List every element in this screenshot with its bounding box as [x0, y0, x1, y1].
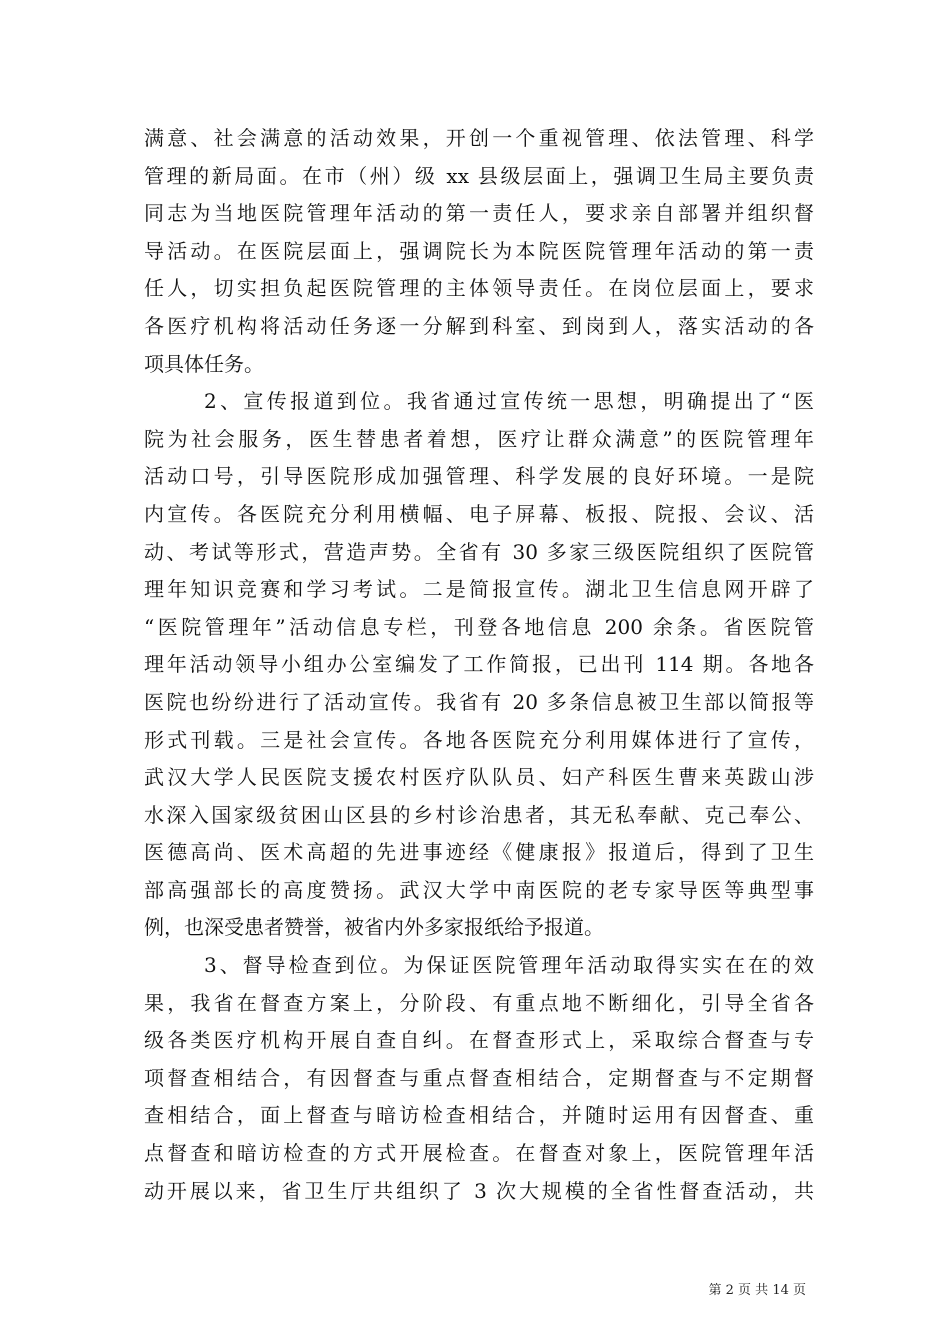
text-line: 同志为当地医院管理年活动的第一责任人，要求亲自部署并组织督: [144, 201, 814, 226]
body-text: [144, 120, 814, 1210]
text-line: 内宣传。各医院充分利用横幅、电子屏幕、板报、院报、会议、活: [144, 501, 814, 526]
text-line: 动、考试等形式，营造声势。全省有 30 多家三级医院组织了医院管: [144, 539, 814, 564]
text-line: 形式刊载。三是社会宣传。各地各医院充分利用媒体进行了宣传，: [144, 727, 814, 752]
text-line: 查相结合，面上督查与暗访检查相结合，并随时运用有因督查、重: [144, 1103, 814, 1128]
text-line: 果，我省在督查方案上，分阶段、有重点地不断细化，引导全省各: [144, 990, 814, 1015]
text-line: 各医疗机构将活动任务逐一分解到科室、到岗到人，落实活动的各: [144, 313, 814, 338]
text-line: 活动口号，引导医院形成加强管理、科学发展的良好环境。一是院: [144, 464, 814, 489]
text-line: 理年知识竞赛和学习考试。二是简报宣传。湖北卫生信息网开辟了: [144, 577, 814, 602]
text-line: 导活动。在医院层面上，强调院长为本院医院管理年活动的第一责: [144, 238, 814, 263]
text-line: 院为社会服务，医生替患者着想，医疗让群众满意”的医院管理年: [144, 426, 814, 451]
paragraph: [144, 947, 814, 1210]
text-line: 武汉大学人民医院支援农村医疗队队员、妇产科医生曹来英跋山涉: [144, 765, 814, 790]
text-line: 2、宣传报道到位。我省通过宣传统一思想，明确提出了“医: [204, 389, 814, 414]
text-line: 点督查和暗访检查的方式开展检查。在督查对象上，医院管理年活: [144, 1141, 814, 1166]
text-line: 部高强部长的高度赞扬。武汉大学中南医院的老专家导医等典型事: [144, 877, 814, 902]
text-line: 级各类医疗机构开展自查自纠。在督查形式上，采取综合督查与专: [144, 1028, 814, 1053]
text-line: 项具体任务。: [144, 351, 264, 376]
text-line: 水深入国家级贫困山区县的乡村诊治患者，其无私奉献、克己奉公、: [144, 802, 814, 827]
paragraph: [144, 120, 814, 383]
text-line: 动开展以来，省卫生厅共组织了 3 次大规模的全省性督查活动，共: [144, 1178, 814, 1203]
paragraph: [144, 383, 814, 947]
text-line: “医院管理年”活动信息专栏，刊登各地信息 200 余条。省医院管: [144, 614, 814, 639]
text-line: 医德高尚、医术高超的先进事迹经《健康报》报道后，得到了卫生: [144, 840, 814, 865]
text-line: 项督查相结合，有因督查与重点督查相结合，定期督查与不定期督: [144, 1065, 814, 1090]
text-line: 管理的新局面。在市（州）级 xx 县级层面上，强调卫生局主要负责: [144, 163, 814, 188]
text-line: 理年活动领导小组办公室编发了工作简报，已出刊 114 期。各地各: [144, 652, 814, 677]
page-number: 第 2 页 共 14 页: [708, 1283, 806, 1298]
text-line: 医院也纷纷进行了活动宣传。我省有 20 多条信息被卫生部以简报等: [144, 689, 814, 714]
text-line: 满意、社会满意的活动效果，开创一个重视管理、依法管理、科学: [144, 126, 814, 150]
text-line: 任人，切实担负起医院管理的主体领导责任。在岗位层面上，要求: [144, 276, 814, 301]
text-line: 3、督导检查到位。为保证医院管理年活动取得实实在在的效: [204, 953, 814, 978]
text-line: 例，也深受患者赞誉，被省内外多家报纸给予报道。: [144, 915, 604, 940]
